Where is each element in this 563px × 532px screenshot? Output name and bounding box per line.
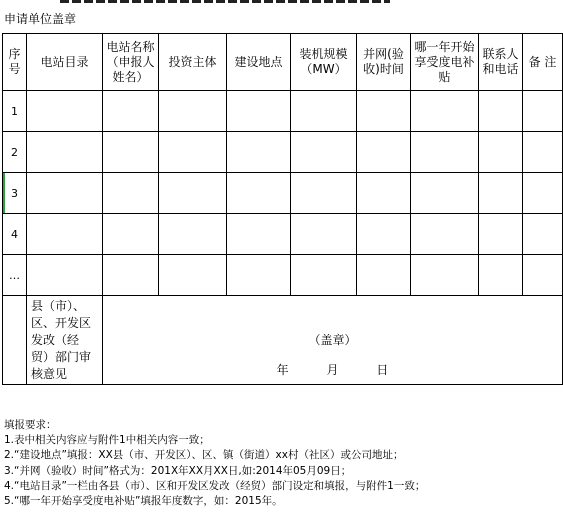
- header-location: 建设地点: [227, 34, 291, 91]
- table-row: [3, 132, 563, 173]
- cell-station-name[interactable]: [103, 91, 159, 132]
- header-catalog: 电站目录: [27, 34, 103, 91]
- header-subsidy-year: [411, 34, 479, 91]
- header-investor: 投资主体: [159, 34, 227, 91]
- header-subsidy-c: 贴: [438, 69, 451, 84]
- header-contact: [479, 34, 523, 91]
- review-label-line: 发改（经: [31, 333, 80, 347]
- cell-contact[interactable]: [479, 91, 523, 132]
- review-label-line: 县（市）、: [31, 299, 86, 313]
- header-grid-a: 并网(验: [363, 47, 404, 61]
- header-contact-a: 联系人: [482, 47, 519, 61]
- cell-remark[interactable]: [523, 91, 563, 132]
- cell-location[interactable]: [227, 214, 291, 255]
- cell-catalog[interactable]: [27, 173, 103, 214]
- header-capacity-b: （MW）: [300, 62, 347, 76]
- filling-requirements: [4, 418, 425, 509]
- table-row: [3, 91, 563, 132]
- review-label-line: 区、开发区: [31, 316, 92, 330]
- cell-station-name[interactable]: [103, 132, 159, 173]
- cell-location[interactable]: [227, 255, 291, 296]
- cell-capacity[interactable]: [291, 91, 357, 132]
- header-capacity: [291, 34, 357, 91]
- table-row: [3, 255, 563, 296]
- cell-contact[interactable]: [479, 255, 523, 296]
- cell-location[interactable]: [227, 132, 291, 173]
- review-signature-cell[interactable]: [103, 296, 563, 385]
- cell-remark[interactable]: [523, 173, 563, 214]
- table-row: [3, 214, 563, 255]
- requirement-item: 1.表中相关内容应与附件1中相关内容一致；: [4, 434, 210, 447]
- cell-catalog[interactable]: [27, 91, 103, 132]
- header-grid-b: 收)时间: [363, 62, 404, 76]
- cell-grid-time[interactable]: [357, 173, 411, 214]
- cell-grid-time[interactable]: [357, 132, 411, 173]
- header-contact-b: 和电话: [482, 62, 519, 76]
- review-label: [27, 296, 103, 385]
- cell-catalog[interactable]: [27, 132, 103, 173]
- review-label-line: 贸）部门审: [31, 350, 92, 364]
- cell-investor[interactable]: [159, 91, 227, 132]
- cell-capacity[interactable]: [291, 132, 357, 173]
- header-grid-time: [357, 34, 411, 91]
- cell-contact[interactable]: [479, 173, 523, 214]
- cell-subsidy-year[interactable]: [411, 255, 479, 296]
- header-seq-a: 序: [8, 47, 21, 61]
- cell-grid-time[interactable]: [357, 214, 411, 255]
- header-remark: 备 注: [523, 34, 563, 91]
- review-label-line: 核意见: [31, 367, 68, 381]
- cell-investor[interactable]: [159, 255, 227, 296]
- cell-investor[interactable]: [159, 214, 227, 255]
- header-capacity-a: 装机规模: [299, 47, 348, 61]
- date-line: [103, 363, 562, 378]
- requirement-item: 3.“并网（验收）时间”格式为：201X年XX月XX日,如:2014年05月09日；: [4, 464, 352, 477]
- cell-capacity[interactable]: [291, 173, 357, 214]
- unit-seal-label: 申请单位盖章: [4, 12, 77, 26]
- cell-subsidy-year[interactable]: [411, 214, 479, 255]
- cell-investor[interactable]: [159, 173, 227, 214]
- table-row: [3, 173, 563, 214]
- requirement-item: 2.“建设地点”填报：XX县（市、开发区）、区、镇（街道）xx村（社区）或公司地址；: [4, 449, 404, 462]
- row-number[interactable]: 2: [3, 132, 27, 173]
- cell-location[interactable]: [227, 91, 291, 132]
- cell-remark[interactable]: [523, 214, 563, 255]
- cell-catalog[interactable]: [27, 255, 103, 296]
- header-row: [3, 34, 563, 91]
- header-name-c: 姓名）: [112, 69, 149, 84]
- cell-capacity[interactable]: [291, 214, 357, 255]
- requirement-item: 5.“哪一年开始享受度电补贴”填报年度数字，如：2015年。: [4, 495, 283, 508]
- cell-grid-time[interactable]: [357, 91, 411, 132]
- cell-subsidy-year[interactable]: [411, 91, 479, 132]
- cell-station-name[interactable]: [103, 214, 159, 255]
- cell-station-name[interactable]: [103, 173, 159, 214]
- cell-subsidy-year[interactable]: [411, 132, 479, 173]
- header-seq: [3, 34, 27, 91]
- cell-remark[interactable]: [523, 255, 563, 296]
- cell-contact[interactable]: [479, 132, 523, 173]
- header-station-name: [103, 34, 159, 91]
- row-number[interactable]: 4: [3, 214, 27, 255]
- cell-contact[interactable]: [479, 214, 523, 255]
- row-number[interactable]: 3: [3, 173, 27, 214]
- month-label: 月: [326, 363, 339, 377]
- header-name-a: 电站名称: [106, 39, 155, 54]
- cell-catalog[interactable]: [27, 214, 103, 255]
- cell-subsidy-year[interactable]: [411, 173, 479, 214]
- year-label: 年: [276, 363, 289, 377]
- row-number[interactable]: 1: [3, 91, 27, 132]
- application-table: [2, 33, 563, 385]
- cell-investor[interactable]: [159, 132, 227, 173]
- day-label: 日: [376, 363, 389, 377]
- requirement-item: 4.“电站目录”一栏由各县（市）、区和开发区发改（经贸）部门设定和填报，与附件1一致；: [4, 479, 426, 492]
- requirements-title: 填报要求：: [4, 419, 57, 431]
- seal-label: （盖章）: [308, 333, 357, 347]
- review-blank-cell[interactable]: [3, 296, 27, 385]
- cell-capacity[interactable]: [291, 255, 357, 296]
- row-number[interactable]: …: [3, 255, 27, 296]
- cell-grid-time[interactable]: [357, 255, 411, 296]
- cell-location[interactable]: [227, 173, 291, 214]
- cell-remark[interactable]: [523, 132, 563, 173]
- header-subsidy-b: 享受度电补: [414, 54, 475, 69]
- cell-station-name[interactable]: [103, 255, 159, 296]
- header-name-b: （申报人: [106, 54, 155, 69]
- review-row: [3, 296, 563, 385]
- cropped-title-line: [60, 0, 390, 3]
- header-subsidy-a: 哪一年开始: [414, 39, 475, 54]
- header-seq-b: 号: [8, 62, 21, 76]
- signature-area: [103, 297, 562, 383]
